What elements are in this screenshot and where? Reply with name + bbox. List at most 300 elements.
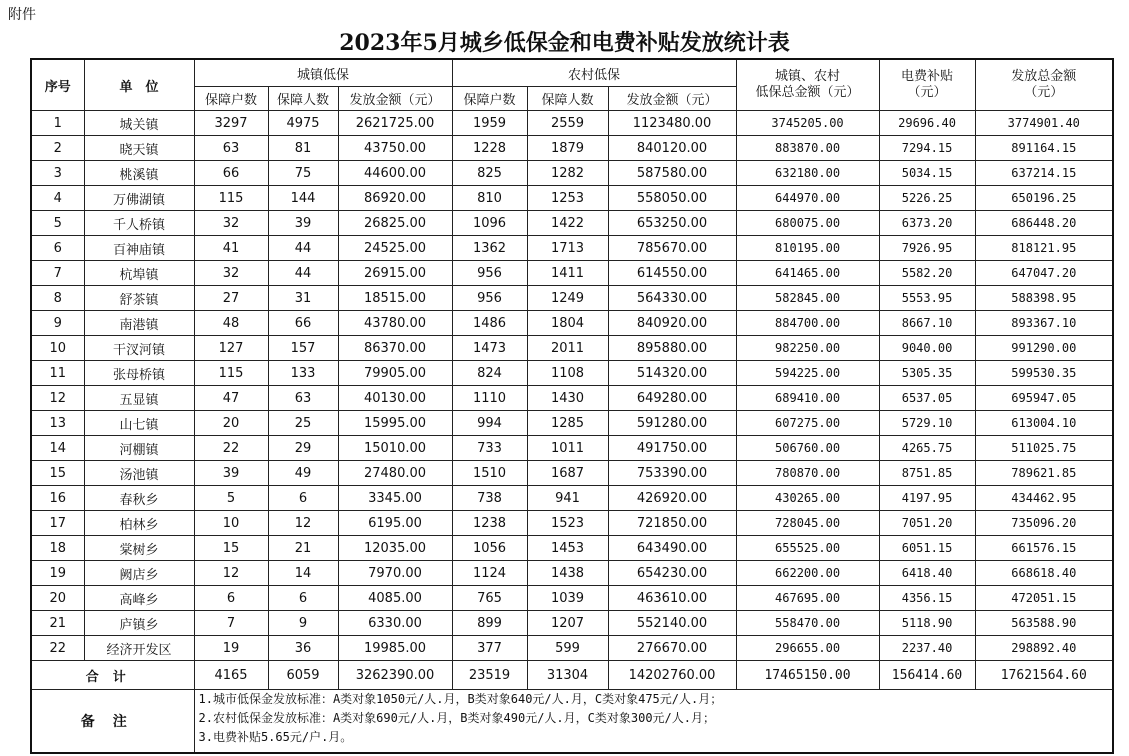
- cell-urban-rural-total: 728045.00: [736, 511, 879, 536]
- cell-grand-total: 991290.00: [975, 336, 1113, 361]
- cell-rural-households: 1473: [452, 336, 527, 361]
- cell-rural-persons: 1285: [527, 411, 608, 436]
- cell-unit: 晓天镇: [84, 136, 194, 161]
- cell-urban-households: 32: [194, 261, 268, 286]
- cell-urban-persons: 25: [268, 411, 338, 436]
- col-header-urban-rural-total-line2: 低保总金额（元）: [755, 85, 860, 100]
- cell-grand-total: 637214.15: [975, 161, 1113, 186]
- table-row: [31, 436, 1113, 461]
- cell-rural-households: 956: [452, 261, 527, 286]
- cell-electric: 5553.95: [879, 286, 975, 311]
- col-header-rural-persons: 保障人数: [527, 87, 608, 111]
- cell-unit: 汤池镇: [84, 461, 194, 486]
- cell-urban-households: 10: [194, 511, 268, 536]
- cell-urban-persons: 12: [268, 511, 338, 536]
- cell-rural-persons: 1453: [527, 536, 608, 561]
- cell-urban-households: 127: [194, 336, 268, 361]
- cell-rural-households: 956: [452, 286, 527, 311]
- cell-seq: 19: [31, 561, 84, 586]
- cell-unit: 柏林乡: [84, 511, 194, 536]
- table-row: [31, 536, 1113, 561]
- totals-urban-amount: 3262390.00: [338, 661, 452, 690]
- cell-urban-rural-total: 780870.00: [736, 461, 879, 486]
- cell-unit: 高峰乡: [84, 586, 194, 611]
- col-header-unit: 单 位: [84, 59, 194, 111]
- cell-rural-persons: 1523: [527, 511, 608, 536]
- totals-label: 合计: [31, 661, 194, 690]
- col-header-electric-line2: （元）: [907, 85, 947, 100]
- cell-rural-amount: 753390.00: [608, 461, 736, 486]
- table-row: [31, 261, 1113, 286]
- cell-rural-households: 810: [452, 186, 527, 211]
- cell-urban-amount: 26915.00: [338, 261, 452, 286]
- cell-rural-amount: 895880.00: [608, 336, 736, 361]
- col-header-urban-persons: 保障人数: [268, 87, 338, 111]
- cell-urban-amount: 24525.00: [338, 236, 452, 261]
- remark-line-3: 3.电费补贴5.65元/户.月。: [198, 730, 353, 744]
- cell-grand-total: 434462.95: [975, 486, 1113, 511]
- cell-seq: 4: [31, 186, 84, 211]
- table-row: [31, 461, 1113, 486]
- cell-urban-rural-total: 662200.00: [736, 561, 879, 586]
- cell-urban-households: 20: [194, 411, 268, 436]
- cell-urban-amount: 3345.00: [338, 486, 452, 511]
- cell-grand-total: 563588.90: [975, 611, 1113, 636]
- cell-seq: 16: [31, 486, 84, 511]
- cell-rural-households: 1110: [452, 386, 527, 411]
- cell-urban-persons: 6: [268, 486, 338, 511]
- cell-rural-persons: 1804: [527, 311, 608, 336]
- cell-urban-amount: 19985.00: [338, 636, 452, 661]
- col-header-grand-line2: （元）: [1024, 85, 1064, 100]
- col-header-urban-households: 保障户数: [194, 87, 268, 111]
- cell-electric: 4197.95: [879, 486, 975, 511]
- cell-electric: 6051.15: [879, 536, 975, 561]
- cell-urban-households: 19: [194, 636, 268, 661]
- cell-rural-households: 1096: [452, 211, 527, 236]
- totals-urban-persons: 6059: [268, 661, 338, 690]
- cell-urban-amount: 15010.00: [338, 436, 452, 461]
- cell-rural-households: 1238: [452, 511, 527, 536]
- cell-urban-amount: 6330.00: [338, 611, 452, 636]
- table-row: [31, 386, 1113, 411]
- cell-rural-households: 765: [452, 586, 527, 611]
- cell-urban-households: 41: [194, 236, 268, 261]
- cell-rural-amount: 649280.00: [608, 386, 736, 411]
- cell-seq: 2: [31, 136, 84, 161]
- totals-rural-amount: 14202760.00: [608, 661, 736, 690]
- cell-grand-total: 3774901.40: [975, 111, 1113, 136]
- cell-urban-rural-total: 632180.00: [736, 161, 879, 186]
- cell-rural-amount: 552140.00: [608, 611, 736, 636]
- cell-rural-persons: 1253: [527, 186, 608, 211]
- cell-seq: 11: [31, 361, 84, 386]
- cell-grand-total: 472051.15: [975, 586, 1113, 611]
- cell-urban-amount: 27480.00: [338, 461, 452, 486]
- col-header-grand-total: [975, 59, 1113, 111]
- cell-urban-amount: 40130.00: [338, 386, 452, 411]
- cell-rural-persons: 1207: [527, 611, 608, 636]
- table-row: [31, 311, 1113, 336]
- table-row: [31, 486, 1113, 511]
- cell-urban-households: 66: [194, 161, 268, 186]
- cell-unit: 山七镇: [84, 411, 194, 436]
- cell-grand-total: 695947.05: [975, 386, 1113, 411]
- cell-rural-households: 1124: [452, 561, 527, 586]
- cell-rural-households: 738: [452, 486, 527, 511]
- remark-line-2: 2.农村低保金发放标准：A类对象690元/人.月，B类对象490元/人.月，C类对象300元/人.月；: [198, 711, 715, 725]
- table-row: [31, 236, 1113, 261]
- col-header-rural-amount: 发放金额（元）: [608, 87, 736, 111]
- cell-urban-amount: 79905.00: [338, 361, 452, 386]
- cell-urban-rural-total: 655525.00: [736, 536, 879, 561]
- cell-seq: 20: [31, 586, 84, 611]
- cell-seq: 17: [31, 511, 84, 536]
- cell-unit: 南港镇: [84, 311, 194, 336]
- cell-rural-persons: 1039: [527, 586, 608, 611]
- cell-urban-rural-total: 467695.00: [736, 586, 879, 611]
- cell-urban-persons: 39: [268, 211, 338, 236]
- cell-urban-persons: 75: [268, 161, 338, 186]
- table-row: [31, 286, 1113, 311]
- cell-rural-amount: 491750.00: [608, 436, 736, 461]
- cell-rural-persons: 2011: [527, 336, 608, 361]
- cell-rural-persons: 1713: [527, 236, 608, 261]
- col-header-seq: 序号: [31, 59, 84, 111]
- cell-urban-amount: 86920.00: [338, 186, 452, 211]
- remarks-row: [31, 690, 1113, 754]
- cell-urban-households: 7: [194, 611, 268, 636]
- cell-grand-total: 588398.95: [975, 286, 1113, 311]
- cell-rural-amount: 654230.00: [608, 561, 736, 586]
- table-row: [31, 336, 1113, 361]
- cell-urban-amount: 2621725.00: [338, 111, 452, 136]
- cell-urban-households: 48: [194, 311, 268, 336]
- cell-urban-persons: 31: [268, 286, 338, 311]
- cell-seq: 7: [31, 261, 84, 286]
- header-row-1: [31, 59, 1113, 87]
- cell-urban-rural-total: 506760.00: [736, 436, 879, 461]
- cell-urban-persons: 49: [268, 461, 338, 486]
- cell-grand-total: 599530.35: [975, 361, 1113, 386]
- cell-urban-amount: 6195.00: [338, 511, 452, 536]
- cell-seq: 1: [31, 111, 84, 136]
- cell-urban-persons: 29: [268, 436, 338, 461]
- cell-unit: 万佛湖镇: [84, 186, 194, 211]
- cell-grand-total: 298892.40: [975, 636, 1113, 661]
- cell-urban-persons: 21: [268, 536, 338, 561]
- cell-unit: 桃溪镇: [84, 161, 194, 186]
- cell-rural-households: 733: [452, 436, 527, 461]
- cell-grand-total: 891164.15: [975, 136, 1113, 161]
- cell-rural-persons: 1282: [527, 161, 608, 186]
- cell-unit: 经济开发区: [84, 636, 194, 661]
- cell-urban-households: 22: [194, 436, 268, 461]
- totals-rural-households: 23519: [452, 661, 527, 690]
- cell-unit: 舒茶镇: [84, 286, 194, 311]
- cell-urban-persons: 14: [268, 561, 338, 586]
- totals-grand: 17621564.60: [975, 661, 1113, 690]
- cell-urban-rural-total: 607275.00: [736, 411, 879, 436]
- cell-grand-total: 668618.40: [975, 561, 1113, 586]
- remarks-text: [194, 690, 1113, 754]
- cell-urban-households: 15: [194, 536, 268, 561]
- cell-grand-total: 511025.75: [975, 436, 1113, 461]
- col-header-electric-line1: 电费补贴: [901, 69, 954, 84]
- cell-urban-rural-total: 3745205.00: [736, 111, 879, 136]
- cell-rural-persons: 1422: [527, 211, 608, 236]
- cell-urban-households: 47: [194, 386, 268, 411]
- cell-urban-persons: 157: [268, 336, 338, 361]
- cell-rural-households: 1510: [452, 461, 527, 486]
- cell-unit: 棠树乡: [84, 536, 194, 561]
- col-header-grand-line1: 发放总金额: [1011, 69, 1077, 84]
- cell-seq: 3: [31, 161, 84, 186]
- cell-rural-households: 1056: [452, 536, 527, 561]
- cell-rural-amount: 614550.00: [608, 261, 736, 286]
- cell-seq: 22: [31, 636, 84, 661]
- cell-electric: 9040.00: [879, 336, 975, 361]
- remark-line-1: 1.城市低保金发放标准：A类对象1050元/人.月，B类对象640元/人.月，C类对象475元/人.月；: [198, 692, 723, 706]
- cell-urban-rural-total: 810195.00: [736, 236, 879, 261]
- cell-rural-amount: 514320.00: [608, 361, 736, 386]
- cell-electric: 7294.15: [879, 136, 975, 161]
- cell-grand-total: 650196.25: [975, 186, 1113, 211]
- cell-rural-persons: 1438: [527, 561, 608, 586]
- cell-rural-households: 1486: [452, 311, 527, 336]
- cell-grand-total: 661576.15: [975, 536, 1113, 561]
- cell-seq: 9: [31, 311, 84, 336]
- cell-electric: 8667.10: [879, 311, 975, 336]
- cell-urban-rural-total: 644970.00: [736, 186, 879, 211]
- cell-rural-households: 1959: [452, 111, 527, 136]
- cell-urban-persons: 63: [268, 386, 338, 411]
- cell-rural-amount: 276670.00: [608, 636, 736, 661]
- cell-urban-rural-total: 680075.00: [736, 211, 879, 236]
- cell-urban-households: 63: [194, 136, 268, 161]
- cell-urban-persons: 144: [268, 186, 338, 211]
- cell-urban-households: 3297: [194, 111, 268, 136]
- cell-rural-households: 1228: [452, 136, 527, 161]
- cell-grand-total: 647047.20: [975, 261, 1113, 286]
- cell-rural-amount: 564330.00: [608, 286, 736, 311]
- cell-urban-rural-total: 430265.00: [736, 486, 879, 511]
- cell-rural-amount: 653250.00: [608, 211, 736, 236]
- cell-urban-persons: 81: [268, 136, 338, 161]
- cell-urban-rural-total: 558470.00: [736, 611, 879, 636]
- cell-rural-persons: 1687: [527, 461, 608, 486]
- cell-urban-rural-total: 883870.00: [736, 136, 879, 161]
- table-row: [31, 361, 1113, 386]
- col-header-urban-amount: 发放金额（元）: [338, 87, 452, 111]
- cell-electric: 5226.25: [879, 186, 975, 211]
- remarks-label: 备注: [31, 690, 194, 754]
- cell-seq: 21: [31, 611, 84, 636]
- cell-urban-households: 6: [194, 586, 268, 611]
- totals-urban-rural-total: 17465150.00: [736, 661, 879, 690]
- cell-unit: 阙店乡: [84, 561, 194, 586]
- cell-electric: 4265.75: [879, 436, 975, 461]
- cell-urban-households: 12: [194, 561, 268, 586]
- cell-electric: 6373.20: [879, 211, 975, 236]
- cell-rural-households: 824: [452, 361, 527, 386]
- totals-row: [31, 661, 1113, 690]
- cell-grand-total: 613004.10: [975, 411, 1113, 436]
- table-row: [31, 161, 1113, 186]
- cell-urban-persons: 9: [268, 611, 338, 636]
- cell-urban-rural-total: 982250.00: [736, 336, 879, 361]
- cell-rural-households: 994: [452, 411, 527, 436]
- cell-rural-amount: 587580.00: [608, 161, 736, 186]
- cell-electric: 7926.95: [879, 236, 975, 261]
- cell-electric: 5582.20: [879, 261, 975, 286]
- totals-electric: 156414.60: [879, 661, 975, 690]
- cell-rural-amount: 558050.00: [608, 186, 736, 211]
- cell-urban-amount: 15995.00: [338, 411, 452, 436]
- cell-rural-persons: 2559: [527, 111, 608, 136]
- cell-urban-amount: 86370.00: [338, 336, 452, 361]
- cell-urban-amount: 4085.00: [338, 586, 452, 611]
- cell-rural-persons: 599: [527, 636, 608, 661]
- table-row: [31, 511, 1113, 536]
- cell-urban-persons: 44: [268, 261, 338, 286]
- statistics-table: [30, 58, 1114, 754]
- cell-grand-total: 686448.20: [975, 211, 1113, 236]
- page-title: 2023年5月城乡低保金和电费补贴发放统计表: [339, 30, 790, 56]
- cell-urban-households: 5: [194, 486, 268, 511]
- cell-urban-amount: 18515.00: [338, 286, 452, 311]
- cell-unit: 庐镇乡: [84, 611, 194, 636]
- cell-urban-rural-total: 296655.00: [736, 636, 879, 661]
- cell-electric: 7051.20: [879, 511, 975, 536]
- cell-unit: 张母桥镇: [84, 361, 194, 386]
- cell-urban-persons: 66: [268, 311, 338, 336]
- cell-rural-amount: 463610.00: [608, 586, 736, 611]
- cell-seq: 18: [31, 536, 84, 561]
- cell-rural-amount: 721850.00: [608, 511, 736, 536]
- cell-electric: 5034.15: [879, 161, 975, 186]
- cell-electric: 4356.15: [879, 586, 975, 611]
- cell-electric: 5305.35: [879, 361, 975, 386]
- cell-grand-total: 735096.20: [975, 511, 1113, 536]
- table-row: [31, 586, 1113, 611]
- cell-rural-households: 899: [452, 611, 527, 636]
- cell-rural-households: 377: [452, 636, 527, 661]
- cell-electric: 5118.90: [879, 611, 975, 636]
- cell-rural-households: 1362: [452, 236, 527, 261]
- cell-urban-persons: 4975: [268, 111, 338, 136]
- cell-urban-households: 39: [194, 461, 268, 486]
- cell-urban-rural-total: 689410.00: [736, 386, 879, 411]
- attachment-label: 附件: [8, 7, 36, 23]
- cell-rural-persons: 1879: [527, 136, 608, 161]
- cell-rural-amount: 426920.00: [608, 486, 736, 511]
- cell-electric: 6537.05: [879, 386, 975, 411]
- cell-urban-persons: 44: [268, 236, 338, 261]
- cell-urban-amount: 26825.00: [338, 211, 452, 236]
- cell-seq: 15: [31, 461, 84, 486]
- totals-rural-persons: 31304: [527, 661, 608, 690]
- cell-urban-rural-total: 582845.00: [736, 286, 879, 311]
- cell-electric: 5729.10: [879, 411, 975, 436]
- cell-seq: 12: [31, 386, 84, 411]
- cell-unit: 五显镇: [84, 386, 194, 411]
- cell-rural-households: 825: [452, 161, 527, 186]
- cell-rural-amount: 840120.00: [608, 136, 736, 161]
- cell-rural-persons: 1411: [527, 261, 608, 286]
- cell-urban-amount: 44600.00: [338, 161, 452, 186]
- cell-electric: 8751.85: [879, 461, 975, 486]
- col-header-urban-group: 城镇低保: [194, 59, 452, 87]
- cell-unit: 干汊河镇: [84, 336, 194, 361]
- table-body: [31, 111, 1113, 661]
- cell-unit: 城关镇: [84, 111, 194, 136]
- table-row: [31, 136, 1113, 161]
- cell-seq: 14: [31, 436, 84, 461]
- cell-rural-amount: 643490.00: [608, 536, 736, 561]
- cell-urban-amount: 7970.00: [338, 561, 452, 586]
- cell-urban-amount: 12035.00: [338, 536, 452, 561]
- table-row: [31, 561, 1113, 586]
- cell-seq: 13: [31, 411, 84, 436]
- cell-unit: 河棚镇: [84, 436, 194, 461]
- col-header-rural-group: 农村低保: [452, 59, 736, 87]
- cell-urban-households: 32: [194, 211, 268, 236]
- cell-seq: 5: [31, 211, 84, 236]
- table-row: [31, 111, 1113, 136]
- cell-rural-persons: 1249: [527, 286, 608, 311]
- cell-urban-amount: 43780.00: [338, 311, 452, 336]
- cell-rural-amount: 840920.00: [608, 311, 736, 336]
- cell-rural-amount: 591280.00: [608, 411, 736, 436]
- cell-electric: 29696.40: [879, 111, 975, 136]
- cell-urban-rural-total: 594225.00: [736, 361, 879, 386]
- cell-unit: 百神庙镇: [84, 236, 194, 261]
- cell-electric: 2237.40: [879, 636, 975, 661]
- cell-rural-persons: 1011: [527, 436, 608, 461]
- cell-electric: 6418.40: [879, 561, 975, 586]
- cell-rural-persons: 941: [527, 486, 608, 511]
- cell-grand-total: 818121.95: [975, 236, 1113, 261]
- cell-seq: 10: [31, 336, 84, 361]
- cell-grand-total: 789621.85: [975, 461, 1113, 486]
- cell-grand-total: 893367.10: [975, 311, 1113, 336]
- col-header-rural-households: 保障户数: [452, 87, 527, 111]
- col-header-electric: [879, 59, 975, 111]
- cell-urban-households: 27: [194, 286, 268, 311]
- cell-urban-persons: 36: [268, 636, 338, 661]
- cell-urban-households: 115: [194, 361, 268, 386]
- cell-unit: 春秋乡: [84, 486, 194, 511]
- cell-urban-persons: 133: [268, 361, 338, 386]
- table-row: [31, 186, 1113, 211]
- cell-urban-persons: 6: [268, 586, 338, 611]
- cell-rural-persons: 1430: [527, 386, 608, 411]
- cell-unit: 杭埠镇: [84, 261, 194, 286]
- table-row: [31, 636, 1113, 661]
- totals-urban-households: 4165: [194, 661, 268, 690]
- cell-rural-amount: 1123480.00: [608, 111, 736, 136]
- cell-rural-amount: 785670.00: [608, 236, 736, 261]
- cell-urban-amount: 43750.00: [338, 136, 452, 161]
- cell-seq: 8: [31, 286, 84, 311]
- cell-unit: 千人桥镇: [84, 211, 194, 236]
- cell-urban-households: 115: [194, 186, 268, 211]
- cell-seq: 6: [31, 236, 84, 261]
- col-header-urban-rural-total: [736, 59, 879, 111]
- table-row: [31, 211, 1113, 236]
- col-header-urban-rural-total-line1: 城镇、农村: [775, 69, 841, 84]
